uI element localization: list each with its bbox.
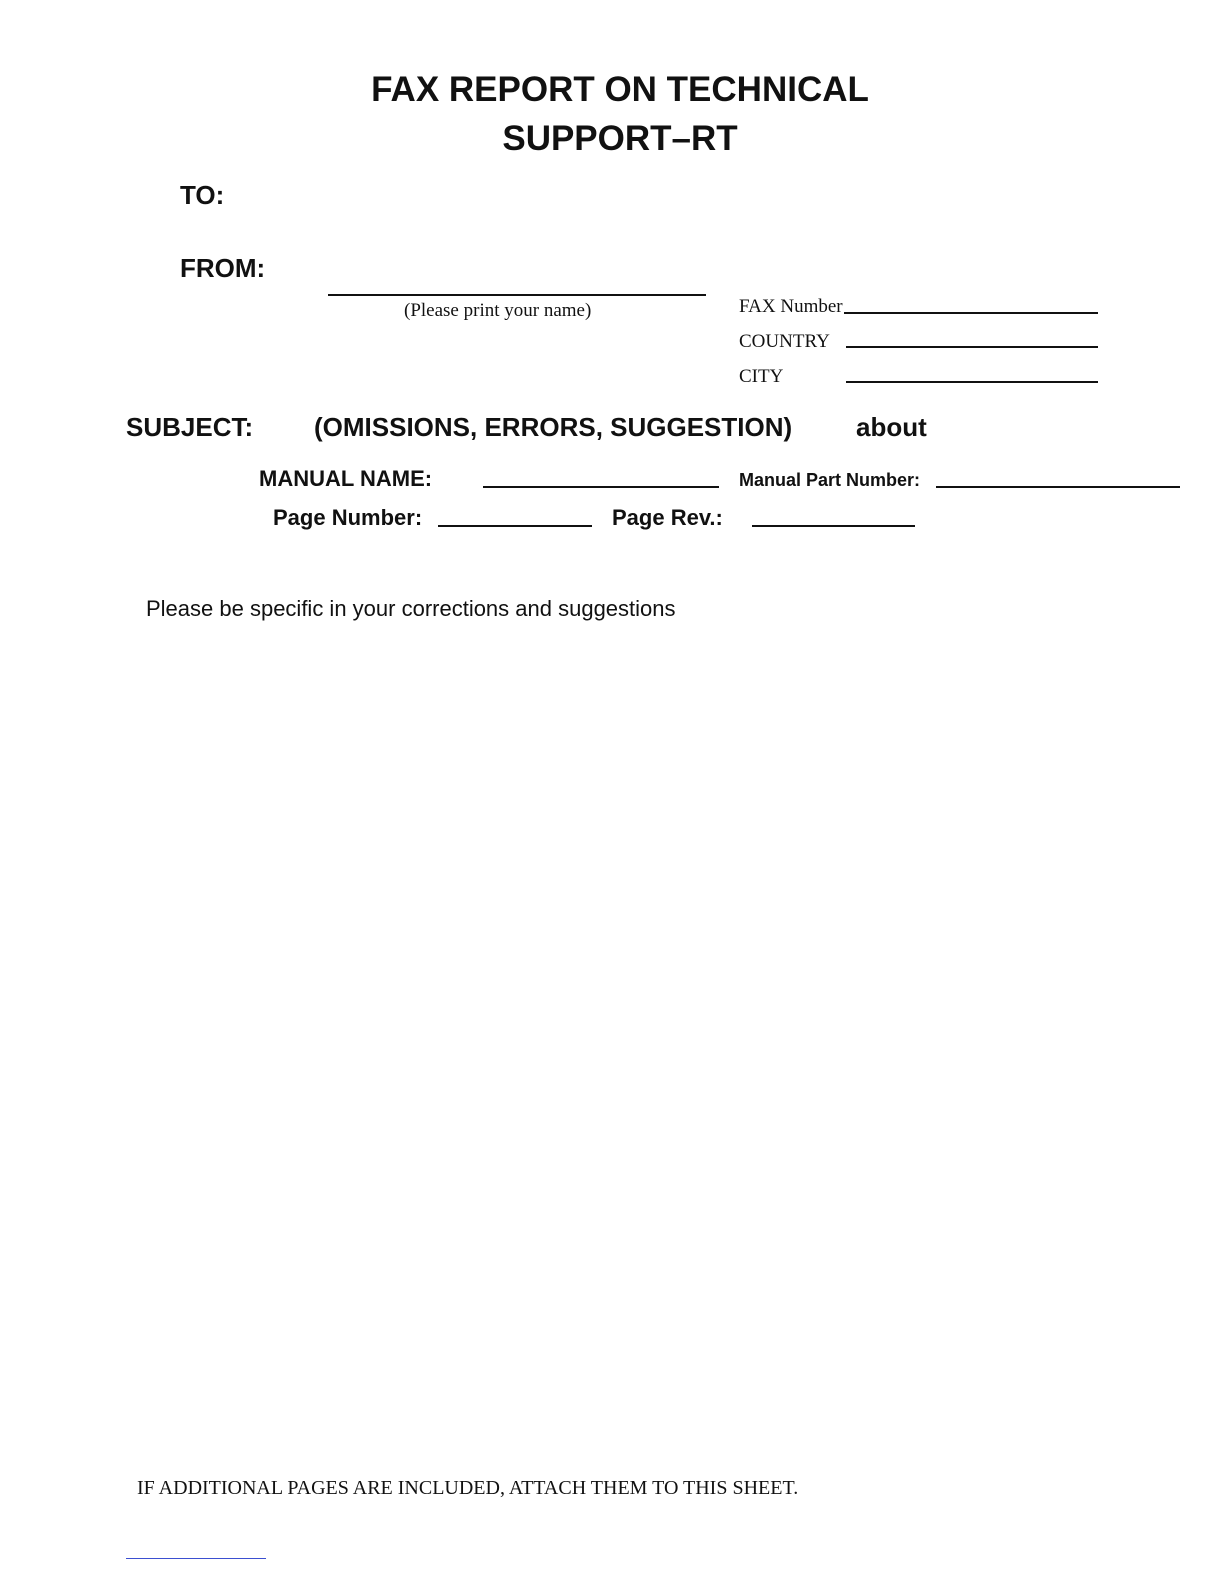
footer-note: IF ADDITIONAL PAGES ARE INCLUDED, ATTACH THEM TO THIS SHEET. <box>137 1477 799 1499</box>
page-rev-line[interactable] <box>752 525 915 527</box>
subject-types: (OMISSIONS, ERRORS, SUGGESTION) <box>314 412 793 442</box>
instructions-text: Please be specific in your corrections and suggestions <box>146 596 676 621</box>
page-rev-label: Page Rev.: <box>612 505 723 530</box>
page-number-label: Page Number: <box>273 505 423 530</box>
manual-part-number-label: Manual Part Number: <box>739 470 921 490</box>
city-line[interactable] <box>846 381 1098 383</box>
country-label: COUNTRY <box>739 331 830 352</box>
city-label: CITY <box>739 366 784 387</box>
from-label: FROM: <box>180 253 266 283</box>
subject-about: about <box>856 412 927 442</box>
subject-label: SUBJECT: <box>126 412 254 442</box>
page-title-line1: FAX REPORT ON TECHNICAL <box>371 70 869 109</box>
manual-name-line[interactable] <box>483 486 719 488</box>
page-number-line[interactable] <box>438 525 592 527</box>
from-name-hint: (Please print your name) <box>404 300 592 321</box>
page-title-line2: SUPPORT–RT <box>502 119 738 158</box>
from-name-line[interactable] <box>328 294 706 296</box>
footer-link-underline <box>126 1558 266 1559</box>
manual-name-label: MANUAL NAME: <box>259 466 433 491</box>
fax-number-label: FAX Number <box>739 296 843 317</box>
manual-part-number-line[interactable] <box>936 486 1180 488</box>
country-line[interactable] <box>846 346 1098 348</box>
to-label: TO: <box>180 180 225 210</box>
fax-number-line[interactable] <box>844 312 1098 314</box>
